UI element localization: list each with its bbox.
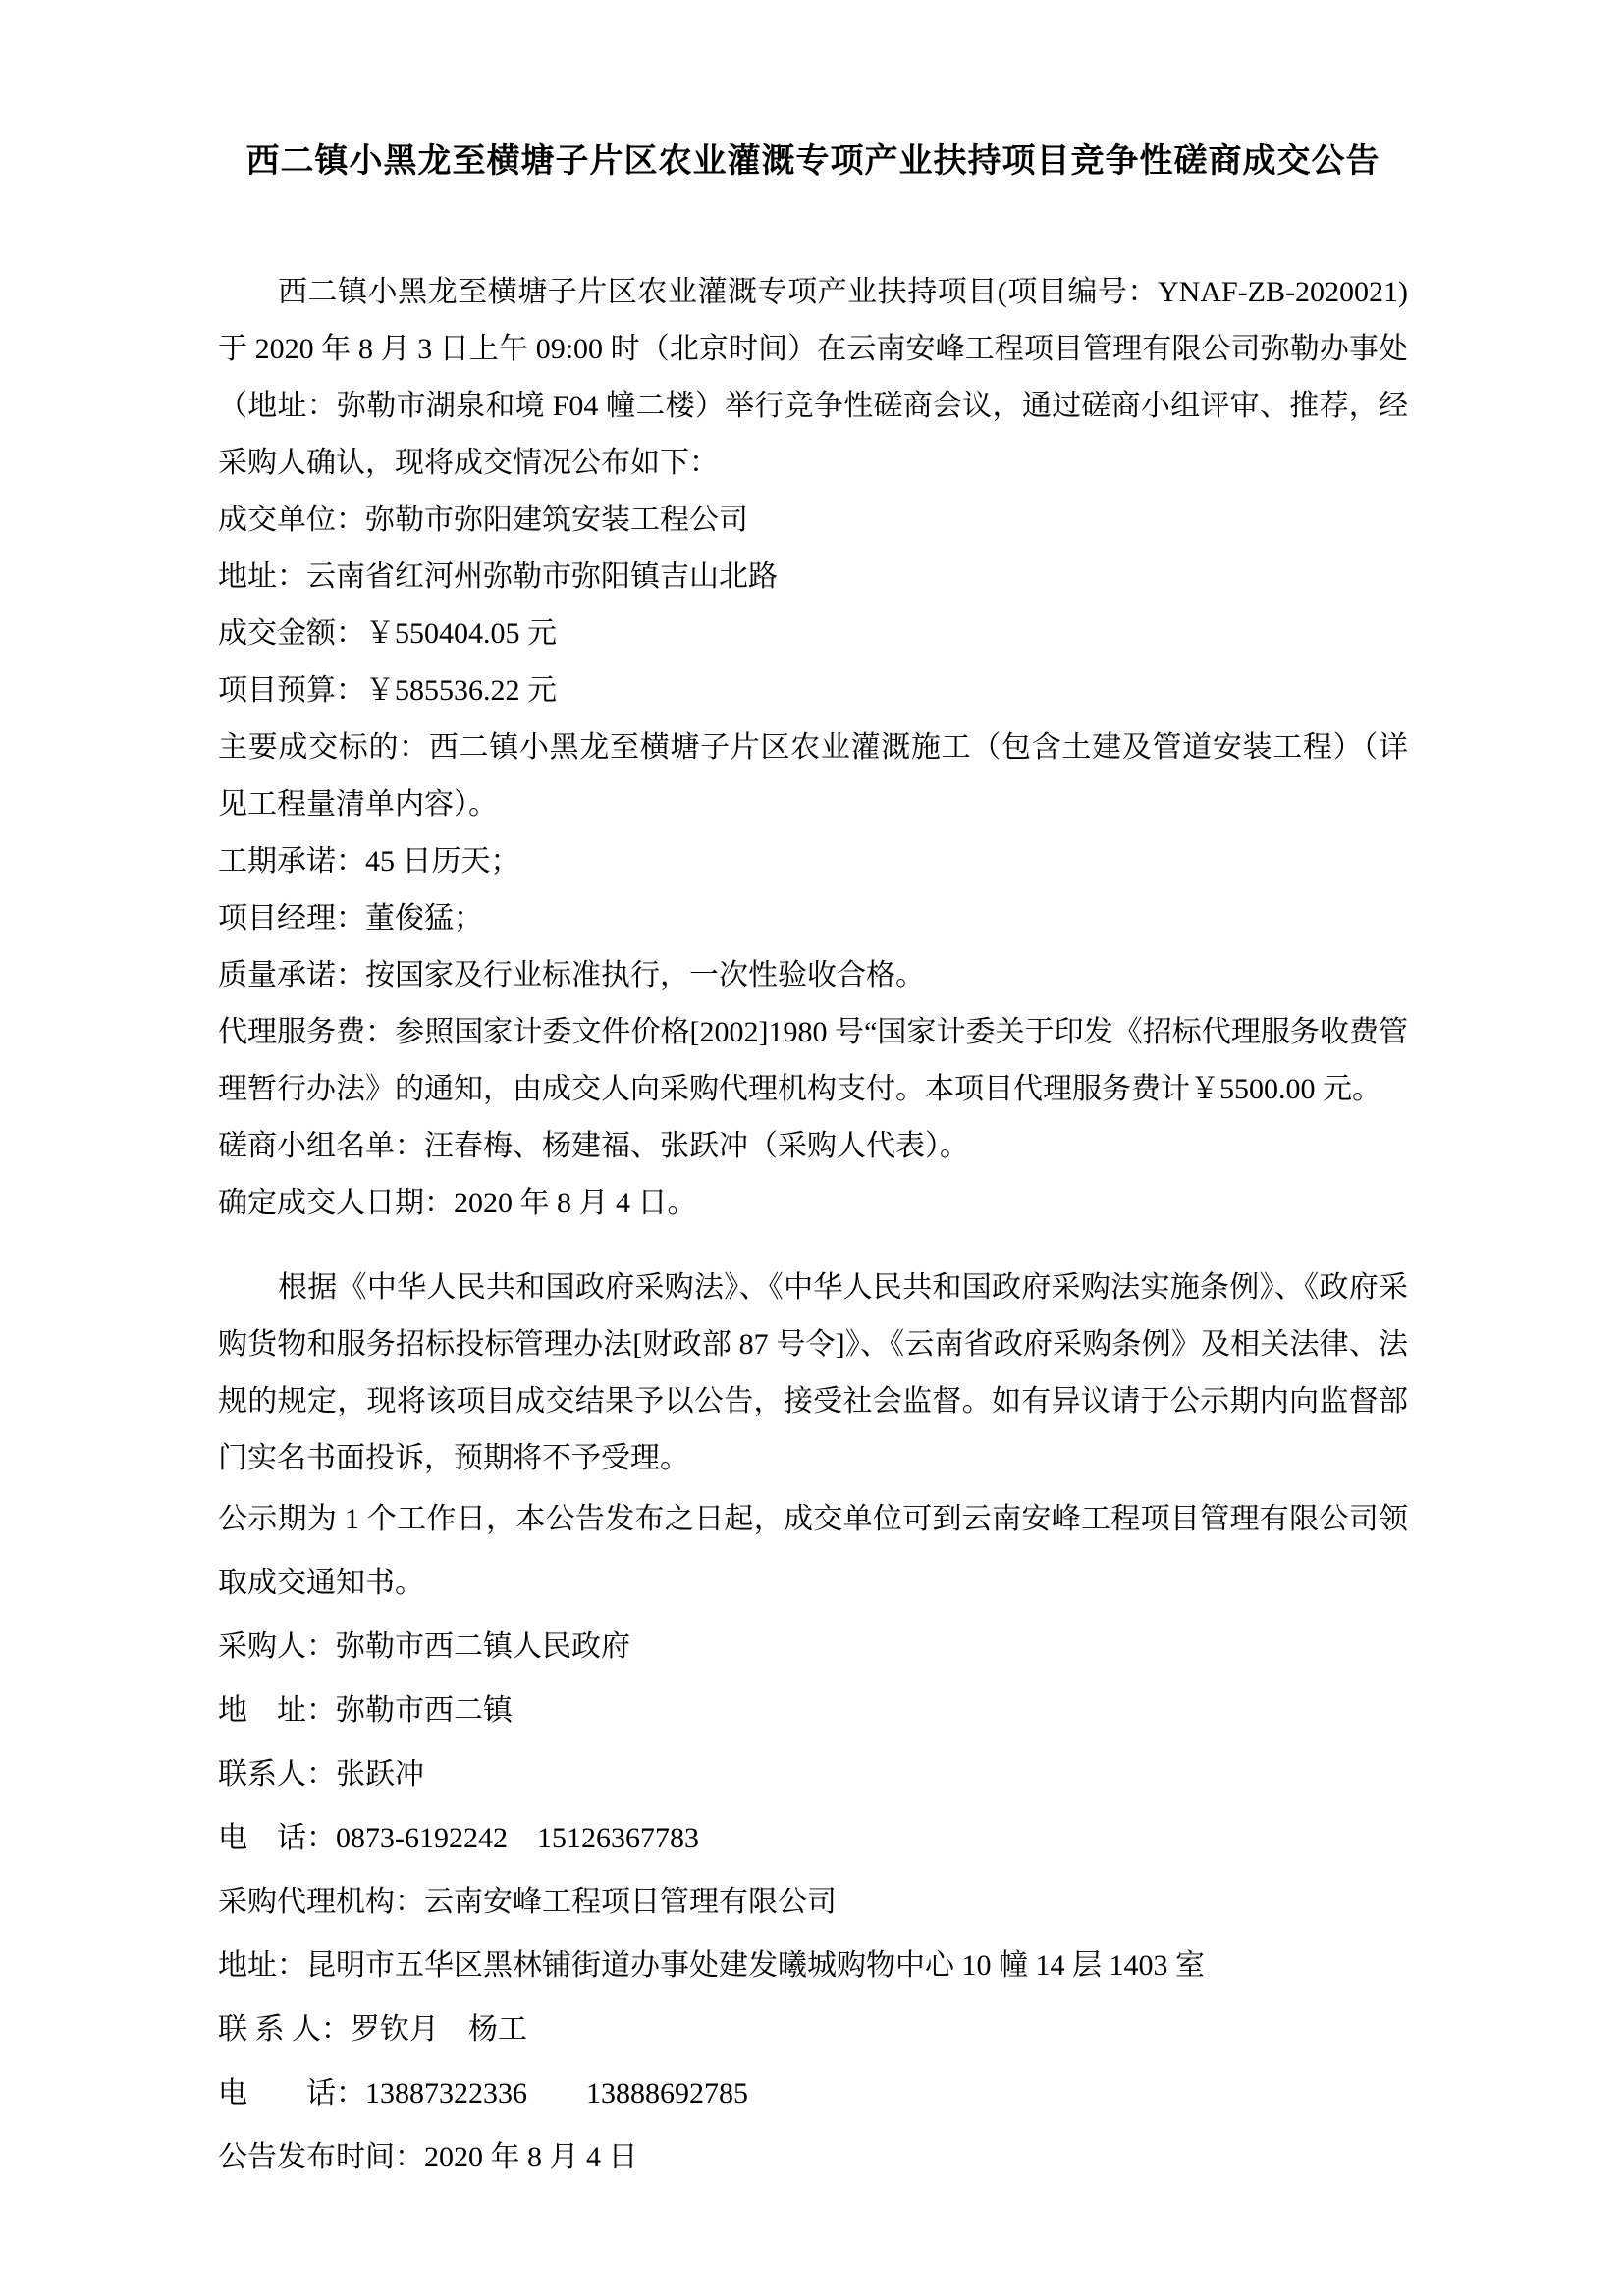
intro-paragraph: 西二镇小黑龙至横塘子片区农业灌溉专项产业扶持项目(项目编号：YNAF-ZB-2020021)于 2020 年 8 月 3 日上午 09:00 时（北京时间）在云南安峰工程项目管理有限公司弥勒办事处（地址：弥勒市湖泉和境 F04 幢二楼）举行竞争性磋商会议，通过磋商小组评审、推荐，经采购人确认，现将成交情况公布如下： — [218, 276, 1408, 479]
legal-basis-paragraph: 根据《中华人民共和国政府采购法》、《中华人民共和国政府采购法实施条例》、《政府采购货物和服务招标投标管理办法[财政部 87 号令]》、《云南省政府采购条例》及相关法律、法规的规定，现将该项目成交结果予以公告，接受社会监督。如有异议请于公示期内向监督部门实名书面投诉，预期将不予受理。 — [218, 1271, 1408, 1474]
publicity-period-paragraph: 公示期为 1 个工作日，本公告发布之日起，成交单位可到云南安峰工程项目管理有限公司领取成交通知书。 — [218, 1503, 1408, 1599]
publish-date-line: 公告发布时间：2020 年 8 月 4 日 — [218, 2141, 638, 2173]
award-subject-line: 主要成交标的：西二镇小黑龙至横塘子片区农业灌溉施工（包含土建及管道安装工程）（详见工程量清单内容）。 — [218, 731, 1408, 821]
duration-commitment-line: 工期承诺：45 日历天； — [218, 845, 520, 878]
agency-fee-line: 代理服务费：参照国家计委文件价格[2002]1980 号“国家计委关于印发《招标代理服务收费管理暂行办法》的通知，由成交人向采购代理机构支付。本项目代理服务费计￥5500.00 元。 — [218, 1016, 1408, 1105]
confirm-date-line: 确定成交人日期：2020 年 8 月 4 日。 — [218, 1187, 697, 1219]
winner-address-line: 地址：云南省红河州弥勒市弥阳镇吉山北路 — [218, 561, 778, 593]
project-budget-line: 项目预算：￥585536.22 元 — [218, 674, 557, 707]
purchaser-line: 采购人：弥勒市西二镇人民政府 — [218, 1630, 630, 1663]
purchaser-contact-line: 联系人：张跃冲 — [218, 1758, 424, 1790]
purchaser-phone-line: 电 话：0873-6192242 15126367783 — [218, 1822, 699, 1854]
award-amount-line: 成交金额：￥550404.05 元 — [218, 617, 557, 650]
agency-line: 采购代理机构：云南安峰工程项目管理有限公司 — [218, 1886, 837, 1918]
document-title: 西二镇小黑龙至横塘子片区农业灌溉专项产业扶持项目竞争性磋商成交公告 — [245, 143, 1380, 180]
agency-address-line: 地址：昆明市五华区黑林铺街道办事处建发曦城购物中心 10 幢 14 层 1403 室 — [218, 1949, 1205, 1982]
agency-contact-line: 联 系 人：罗钦月 杨工 — [218, 2013, 527, 2046]
panel-list-line: 磋商小组名单：汪春梅、杨建福、张跃冲（采购人代表）。 — [218, 1130, 969, 1162]
winner-line: 成交单位：弥勒市弥阳建筑安装工程公司 — [218, 504, 748, 536]
project-manager-line: 项目经理：董俊猛； — [218, 902, 483, 934]
quality-commitment-line: 质量承诺：按国家及行业标准执行，一次性验收合格。 — [218, 959, 925, 991]
purchaser-address-line: 地 址：弥勒市西二镇 — [218, 1694, 513, 1727]
agency-phone-line: 电 话：13887322336 13888692785 — [218, 2077, 748, 2109]
